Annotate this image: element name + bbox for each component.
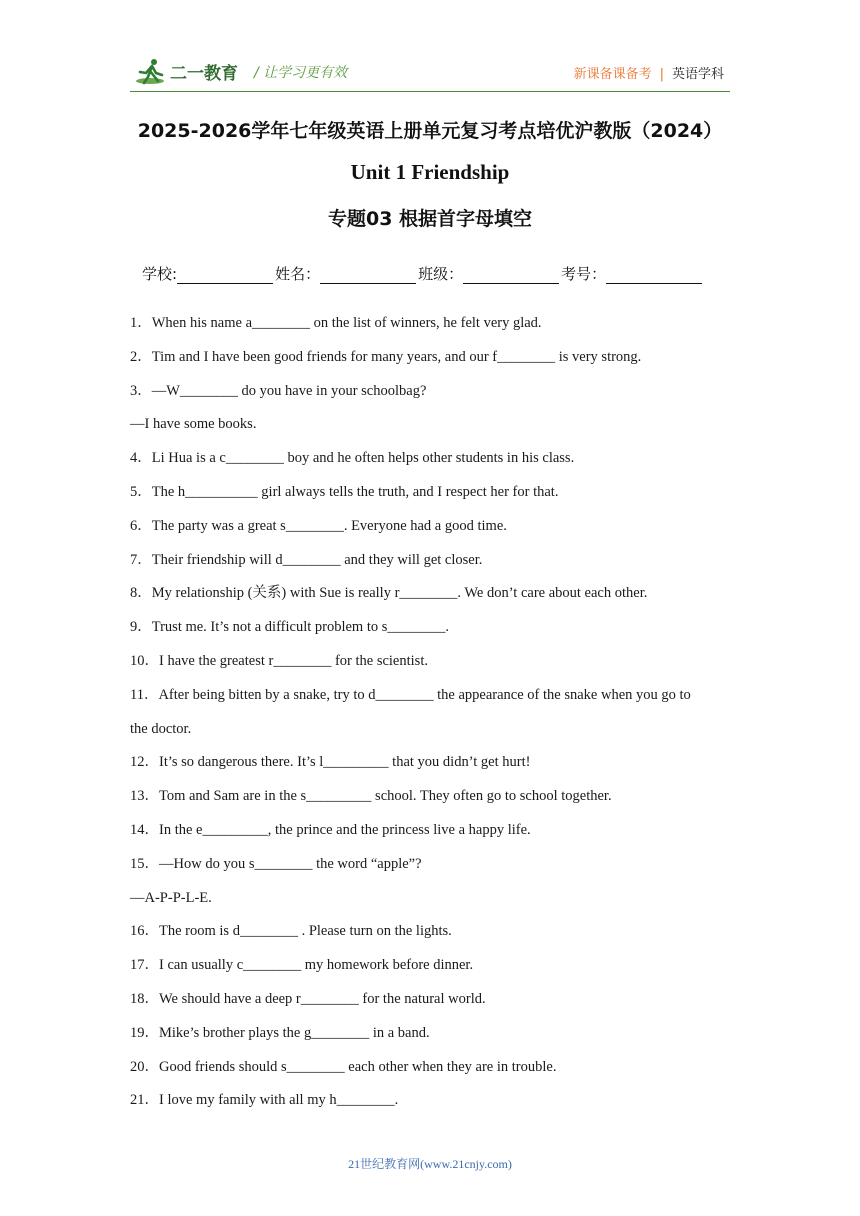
question-line: 7．Their friendship will d________ and they will get closer. [130, 551, 483, 568]
question-line: 4．Li Hua is a c________ boy and he often helps other students in his class. [130, 450, 575, 467]
question-line: —A-P-P-L-E. [130, 889, 212, 906]
topic-title: 专题03 根据首字母填空 [327, 208, 533, 230]
question-line: 8．My relationship (关系) with Sue is really r________. We don’t care about each other. [130, 585, 648, 602]
header-subject: 英语学科 [671, 67, 724, 82]
question-line: 19．Mike’s brother plays the g________ in a band. [130, 1024, 430, 1041]
student-info [142, 263, 704, 284]
unit-title: Unit 1 Friendship [350, 160, 510, 184]
question-line: 6．The party was a great s________. Everyone had a good time. [130, 517, 507, 534]
logo-text: 二一教育 [170, 64, 238, 84]
class-blank[interactable] [463, 267, 559, 284]
page-title: 2025-2026学年七年级英语上册单元复习考点培优沪教版（2024） [137, 120, 723, 142]
question-line: 20．Good friends should s________ each other when they are in trouble. [130, 1058, 557, 1075]
question-line: —I have some books. [130, 416, 257, 433]
question-line: 14．In the e_________, the prince and the princess live a happy life. [130, 821, 531, 838]
header-slogan: / 让学习更有效 [254, 65, 348, 81]
question-line: 12．It’s so dangerous there. It’s l_________ that you didn’t get hurt! [130, 754, 531, 771]
header-course-label: 新课备课备考 [573, 67, 652, 82]
brand-logo [134, 57, 250, 87]
header-separator: | [659, 67, 664, 82]
question-list [130, 307, 730, 1118]
question-line: 9．Trust me. It’s not a difficult problem to s________. [130, 619, 449, 636]
name-label: 姓名： [275, 265, 321, 283]
question-line: 18．We should have a deep r________ for the natural world. [130, 990, 486, 1007]
question-line: 1．When his name a________ on the list of winners, he felt very glad. [130, 315, 542, 331]
page-header [130, 55, 730, 92]
question-line: 16．The room is d________ . Please turn on the lights. [130, 923, 452, 940]
school-blank[interactable] [177, 267, 273, 284]
question-line: 3．—W________ do you have in your schoolbag? [130, 382, 427, 399]
question-line: 11．After being bitten by a snake, try to d________ the appearance of the snake when you go to [130, 686, 691, 703]
question-line: 13．Tom and Sam are in the s_________ school. They often go to school together. [130, 788, 612, 805]
question-line: 10．I have the greatest r________ for the scientist. [130, 652, 428, 669]
name-blank[interactable] [320, 267, 416, 284]
question-line: 17．I can usually c________ my homework before dinner. [130, 957, 474, 974]
class-label: 班级： [418, 265, 464, 283]
page-footer: 21世纪教育网(www.21cnjy.com) [348, 1157, 512, 1171]
school-label: 学校: [142, 265, 178, 283]
exam-no-blank[interactable] [606, 267, 702, 284]
question-line: the doctor. [130, 720, 192, 737]
question-line: 2．Tim and I have been good friends for many years, and our f________ is very strong. [130, 348, 642, 365]
question-line: 21．I love my family with all my h________. [130, 1092, 399, 1109]
question-line: 15．—How do you s________ the word “apple”? [130, 855, 422, 872]
exam-no-label: 考号： [561, 265, 607, 283]
header-right [574, 63, 724, 82]
question-line: 5．The h__________ girl always tells the truth, and I respect her for that. [130, 483, 559, 500]
